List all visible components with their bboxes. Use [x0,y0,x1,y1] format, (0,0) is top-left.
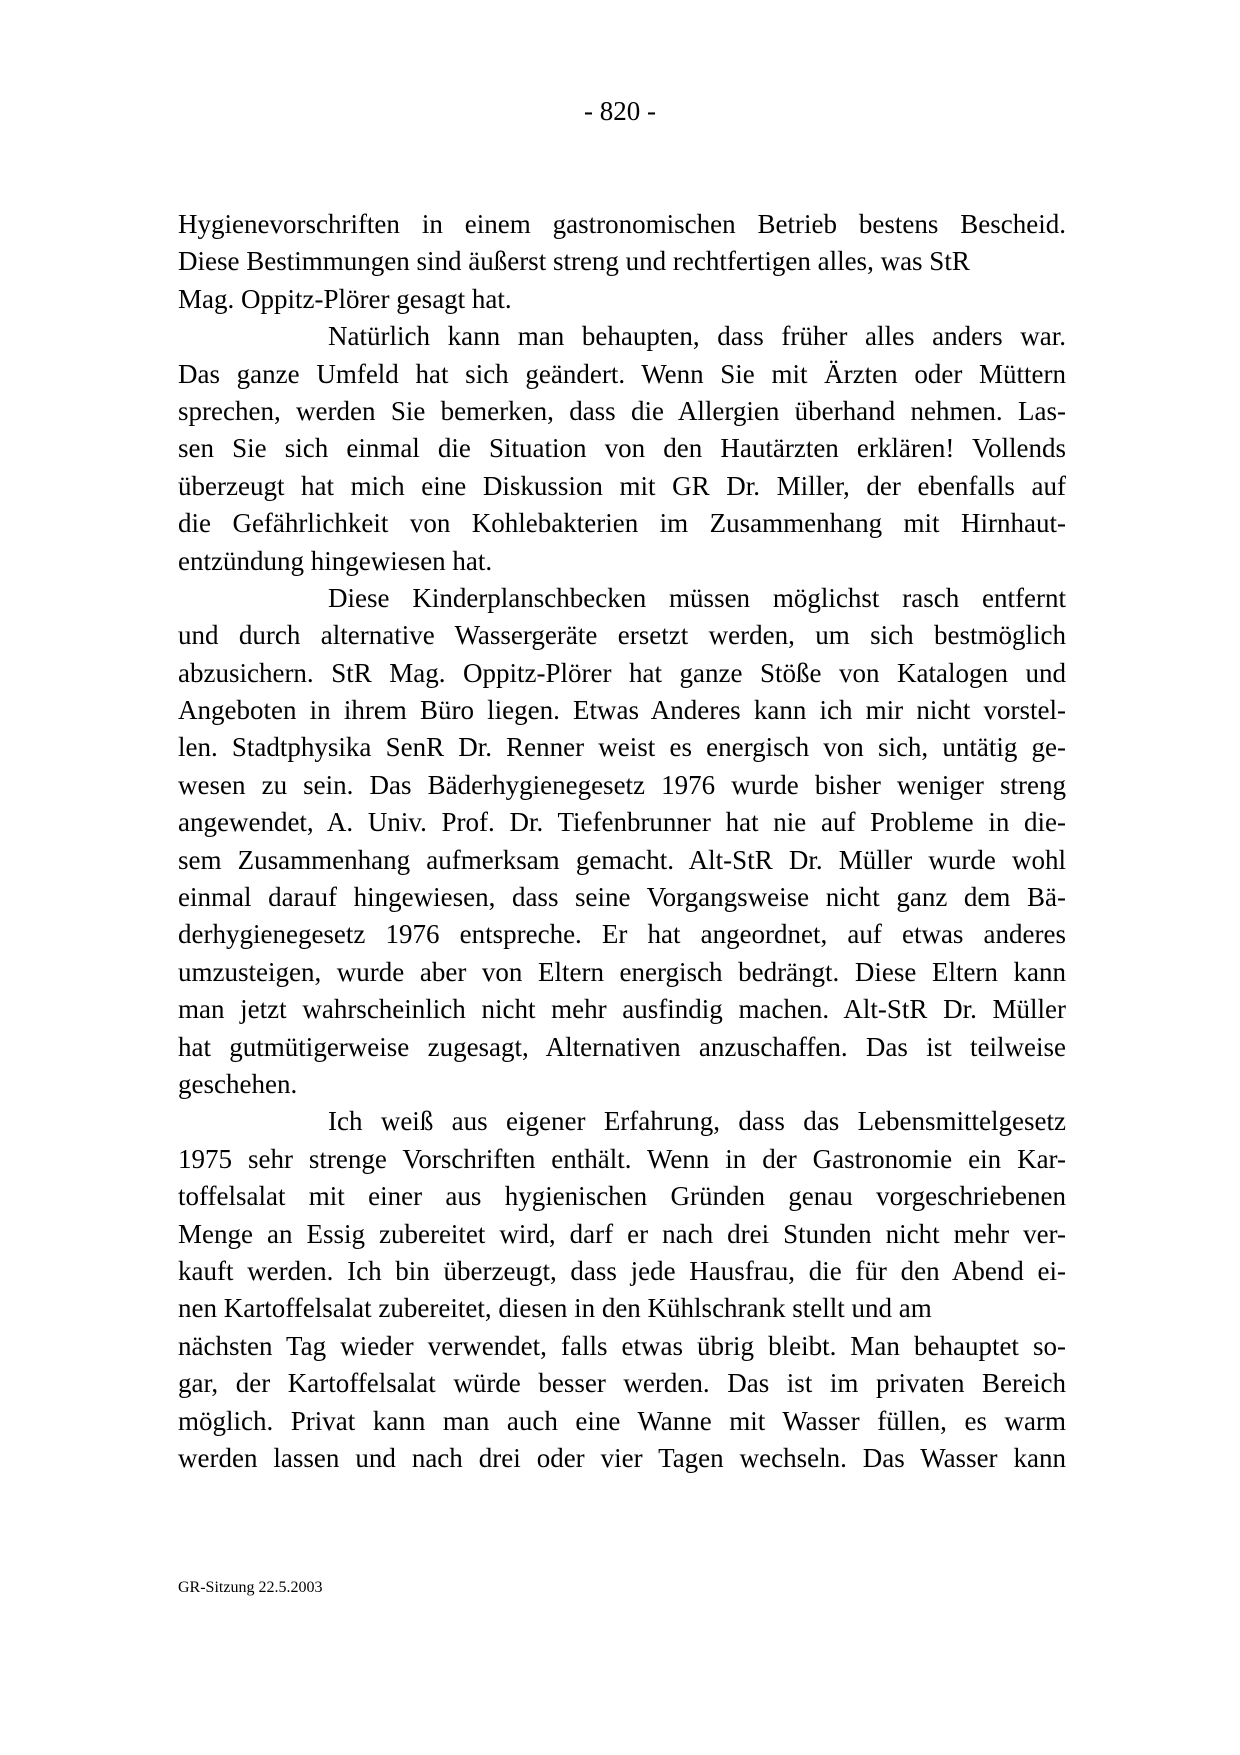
text-line: toffelsalat mit einer aus hygienischen Gründen genau vorgeschriebenen [178,1181,1066,1212]
text-line: len. Stadtphysika SenR Dr. Renner weist es energisch von sich, untätig ge- [178,732,1066,763]
text-line: Diese Bestimmungen sind äußerst streng und rechtfertigen alles, was StR [178,246,970,277]
text-line: sem Zusammenhang aufmerksam gemacht. Alt-StR Dr. Müller wurde wohl [178,844,1066,875]
text-line: angewendet, A. Univ. Prof. Dr. Tiefenbrunner hat nie auf Probleme in die- [178,807,1066,838]
text-line: Das ganze Umfeld hat sich geändert. Wenn Sie mit Ärzten oder Müttern [178,358,1066,389]
text-line: Hygienevorschriften in einem gastronomischen Betrieb bestens Bescheid. [178,209,1066,239]
text-line: sprechen, werden Sie bemerken, dass die Allergien überhand nehmen. Las- [178,395,1066,426]
text-line: Menge an Essig zubereitet wird, darf er nach drei Stunden nicht mehr ver- [178,1218,1066,1249]
text-line: entzündung hingewiesen hat. [178,545,493,576]
text-line: Diese Kinderplanschbecken müssen möglichst rasch entfernt [328,582,1066,613]
text-line: wesen zu sein. Das Bäderhygienegesetz 1976 wurde bisher weniger streng [178,769,1066,800]
text-line: hat gutmütigerweise zugesagt, Alternativen anzuschaffen. Das ist teilweise [178,1031,1066,1062]
text-line: überzeugt hat mich eine Diskussion mit GR Dr. Miller, der ebenfalls auf [178,470,1066,501]
text-line: man jetzt wahrscheinlich nicht mehr ausfindig machen. Alt-StR Dr. Müller [178,994,1066,1025]
body-text [178,206,1066,1477]
footer-session-date: GR-Sitzung 22.5.2003 [178,1579,323,1596]
text-line: kauft werden. Ich bin überzeugt, dass jede Hausfrau, die für den Abend ei- [178,1255,1066,1286]
text-line: nächsten Tag wieder verwendet, falls etwas übrig bleibt. Man behauptet so- [178,1330,1066,1361]
page-number: - 820 - [584,96,656,126]
text-line: Natürlich kann man behaupten, dass früher alles anders war. [328,321,1066,352]
text-line: Mag. Oppitz-Plörer gesagt hat. [178,283,512,314]
text-line: abzusichern. StR Mag. Oppitz-Plörer hat ganze Stöße von Katalogen und [178,657,1066,688]
text-line: die Gefährlichkeit von Kohlebakterien im Zusammenhang mit Hirnhaut- [178,508,1066,539]
text-line: Ich weiß aus eigener Erfahrung, dass das Lebensmittelgesetz [328,1106,1066,1137]
text-line: 1975 sehr strenge Vorschriften enthält. Wenn in der Gastronomie ein Kar- [178,1143,1066,1174]
text-line: möglich. Privat kann man auch eine Wanne mit Wasser füllen, es warm [178,1405,1066,1436]
text-line: derhygienegesetz 1976 entspreche. Er hat angeordnet, auf etwas anderes [178,919,1066,950]
text-line: und durch alternative Wassergeräte ersetzt werden, um sich bestmöglich [178,620,1066,651]
text-line: geschehen. [178,1068,298,1099]
text-line: umzusteigen, wurde aber von Eltern energisch bedrängt. Diese Eltern kann [178,956,1066,987]
text-line: gar, der Kartoffelsalat würde besser werden. Das ist im privaten Bereich [178,1368,1066,1399]
text-line: werden lassen und nach drei oder vier Tagen wechseln. Das Wasser kann [178,1442,1066,1473]
text-line: einmal darauf hingewiesen, dass seine Vorgangsweise nicht ganz dem Bä- [178,882,1066,913]
text-line: sen Sie sich einmal die Situation von den Hautärzten erklären! Vollends [178,433,1066,464]
text-line: nen Kartoffelsalat zubereitet, diesen in den Kühlschrank stellt und am [178,1293,932,1324]
text-line: Angeboten in ihrem Büro liegen. Etwas Anderes kann ich mir nicht vorstel- [178,695,1066,726]
